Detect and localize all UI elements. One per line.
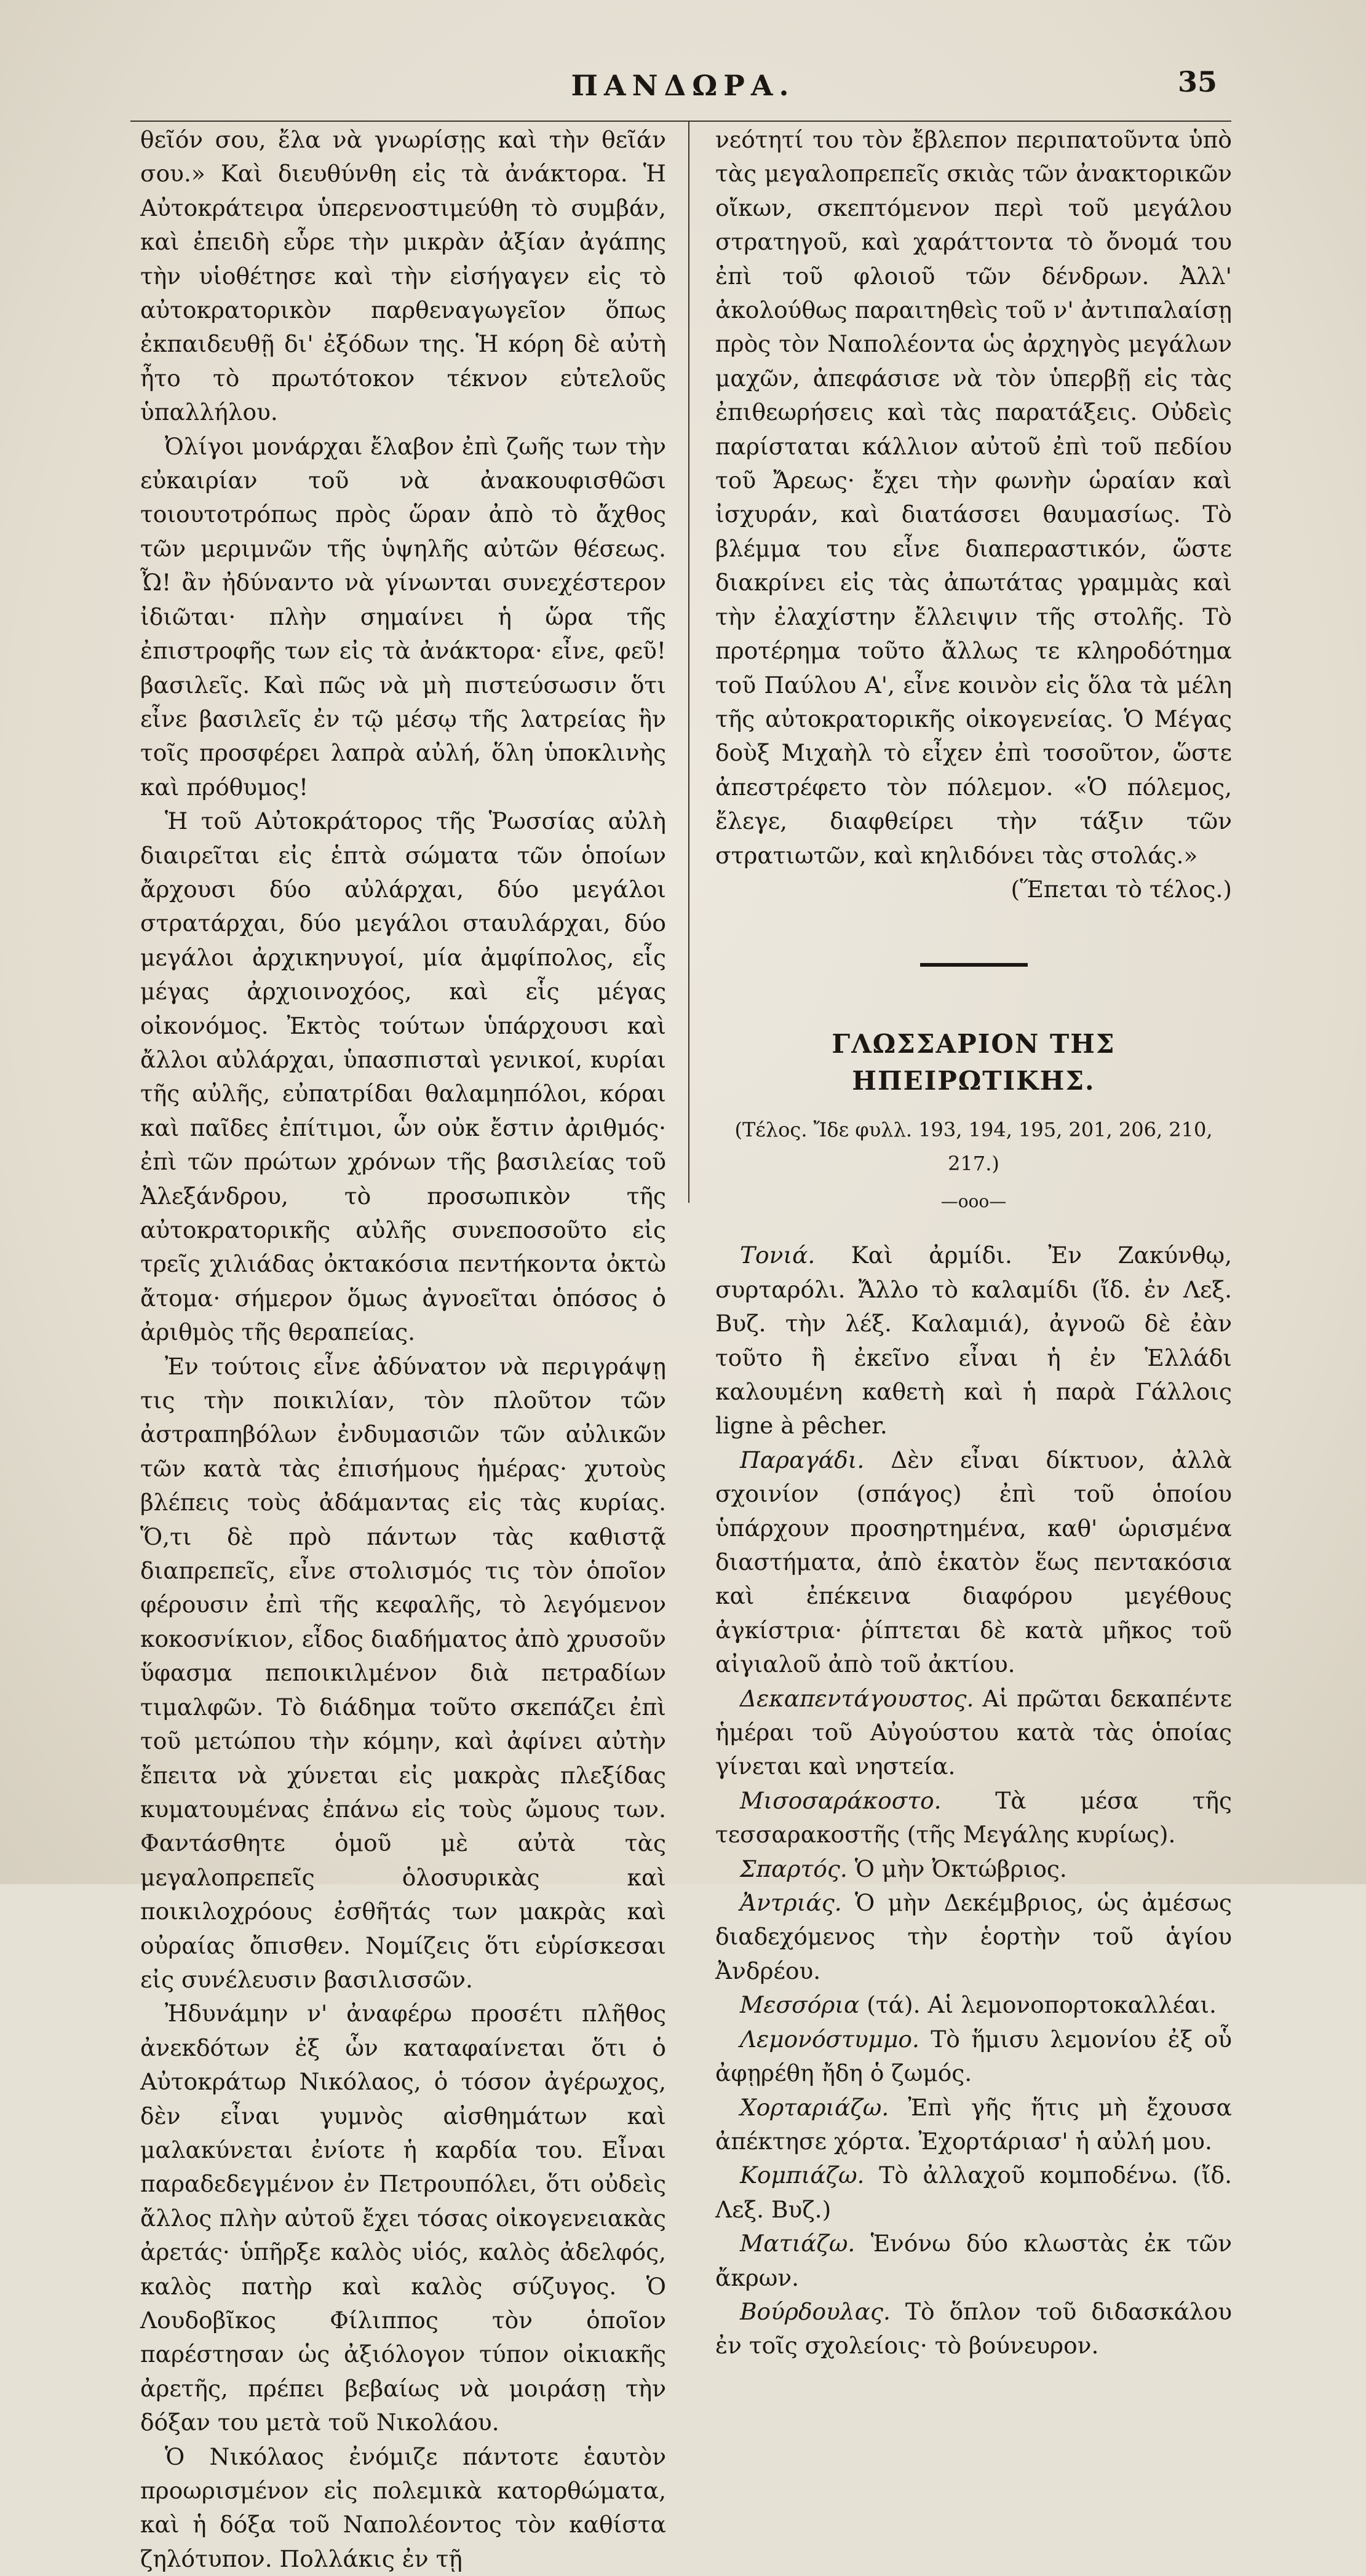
glossary-note: (Τέλος. Ἴδε φυλλ. 193, 194, 195, 201, 206, 210, 217.): [734, 1118, 1213, 1176]
entry-term: Παραγάδι.: [740, 1446, 865, 1473]
continued-note: (Ἕπεται τὸ τέλος.): [1011, 875, 1232, 903]
page-number: 35: [1178, 65, 1218, 98]
entry-text: Δὲν εἶναι δίκτυον, ἀλλὰ σχοινίον (σπάγος) ἐπὶ τοῦ ὁποίου ὑπάρχουν προσηρτημένα, καθ' ὡρισμένα διαστήματα, ἀπὸ ἑκατὸν ἕως πεντακόσια καὶ ἐπέκεινα διαφόρου μεγέθους ἀγκίστρια· ῥίπτεται δὲ κατὰ μῆκος τοῦ αἰγιαλοῦ ἀπὸ τοῦ ἀκτίου.: [715, 1446, 1232, 1678]
glossary-entry: [715, 1682, 1232, 1784]
entry-text: Τὰ μέσα τῆς τεσσαρακοστῆς (τῆς Μεγάλης κυρίως).: [715, 1786, 1232, 1849]
paragraph: νεότητί του τὸν ἔβλεπον περιπατοῦντα ὑπὸ τὰς μεγαλοπρεπεῖς σκιὰς τῶν ἀνακτορικῶν οἴκων, σκεπτόμενον περὶ τοῦ μεγάλου στρατηγοῦ, καὶ χαράττοντα τὸ ὄνομά του ἐπὶ τοῦ φλοιοῦ τῶν δένδρων. Ἀλλ' ἀκολούθως παραιτηθεὶς τοῦ ν' ἀντιπαλαίσῃ πρὸς τὸν Ναπολέοντα ὡς ἀρχηγὸς μεγάλων μαχῶν, ἀπεφάσισε νὰ τὸν ὑπερβῇ εἰς τὰς ἐπιθεωρήσεις καὶ τὰς παρατάξεις. Οὐδεὶς παρίσταται κάλλιον αὐτοῦ ἐπὶ τοῦ πεδίου τοῦ Ἄρεως· ἔχει τὴν φωνὴν ὡραίαν καὶ ἰσχυράν, καὶ διατάσσει θαυμασίως. Τὸ βλέμμα του εἶνε διαπεραστικόν, ὥστε διακρίνει εἰς τὰς ἀπωτάτας γραμμὰς καὶ τὴν ἐλαχίστην ἔλλειψιν τῆς στολῆς. Τὸ προτέρημα τοῦτο ἄλλως τε κληροδότημα τοῦ Παύλου Α', εἶνε κοινὸν εἰς ὅλα τὰ μέλη τῆς αὐτοκρατορικῆς οἰκογενείας. Ὁ Μέγας δοὺξ Μιχαὴλ τὸ εἶχεν ἐπὶ τοσοῦτον, ὥστε ἀπεστρέφετο τὸν πόλεμον. «Ὁ πόλεμος, ἔλεγε, διαφθείρει τὴν τάξιν τῶν στρατιωτῶν, καὶ κηλιδόνει τὰς στολάς.»: [715, 126, 1232, 869]
paragraph: Ὀλίγοι μονάρχαι ἔλαβον ἐπὶ ζωῆς των τὴν εὐκαιρίαν τοῦ νὰ ἀνακουφισθῶσι τοιουτοτρόπως πρὸς ὥραν ἀπὸ τὸ ἄχθος τῶν μεριμνῶν τῆς ὑψηλῆς αὐτῶν θέσεως. Ὦ! ἂν ἠδύναντο νὰ γίνωνται συνεχέστερον ἰδιῶται· πλὴν σημαίνει ἡ ὥρα τῆς ἐπιστροφῆς των εἰς τὰ ἀνάκτορα· εἶνε, φεῦ! βασιλεῖς. Καὶ πῶς νὰ μὴ πιστεύσωσιν ὅτι εἶνε βασιλεῖς ἐν τῷ μέσῳ τῆς λατρείας ἣν τοῖς προσφέρει λαπρὰ αὐλή, ὅλη ὑποκλινὴς καὶ πρόθυμος!: [140, 432, 666, 801]
ornament: —ooo—: [940, 1191, 1007, 1212]
entry-term: Λεμονόστυμμο.: [740, 2025, 919, 2053]
paragraph: θεῖόν σου, ἔλα νὰ γνωρίσῃς καὶ τὴν θεῖάν σου.» Καὶ διευθύνθη εἰς τὰ ἀνάκτορα. Ἡ Αὐτοκράτειρα ὑπερενοστιμεύθη τὸ συμβάν, καὶ ἐπειδὴ εὗρε τὴν μικρὰν ἀξίαν ἀγάπης τὴν υἱοθέτησε καὶ τὴν εἰσήγαγεν εἰς τὸ αὐτοκρατορικὸν παρθεναγωγεῖον ὅπως ἐκπαιδευθῇ δι' ἐξόδων της. Ἡ κόρη δὲ αὐτὴ ἦτο τὸ πρωτότοκον τέκνον εὐτελοῦς ὑπαλλήλου.: [140, 126, 666, 426]
entry-text: Τὸ ἥμισυ λεμονίου ἐξ οὗ ἀφῃρέθη ἤδη ὁ ζωμός.: [715, 2025, 1232, 2087]
entry-term: Δεκαπεντάγουστος.: [740, 1684, 974, 1712]
glossary-entry: [715, 1886, 1232, 1988]
glossary-entry: [715, 1852, 1232, 1886]
entry-text: Τὸ ἀλλαχοῦ κομποδένω. (ἴδ. Λεξ. Βυζ.): [715, 2162, 1232, 2223]
entry-term: Μισοσαράκοστο.: [740, 1786, 942, 1814]
right-column: [715, 123, 1232, 2363]
entry-text: Τὸ ὅπλον τοῦ διδασκάλου ἐν τοῖς σχολείοις· τὸ βούνευρον.: [715, 2297, 1232, 2360]
column-divider: [688, 121, 689, 1203]
glossary-entry: [715, 1784, 1232, 1852]
entry-term: Μεσσόρια: [740, 1991, 860, 2019]
glossary-entry: [715, 2023, 1232, 2091]
entry-text: Ὁ μὴν Ὀκτώβριος.: [847, 1855, 1067, 1882]
entry-text: Ἐπὶ γῆς ἥτις μὴ ἔχουσα ἀπέκτησε χόρτα. Ἐχορτάριασ' ἡ αὐλή μου.: [715, 2093, 1232, 2155]
entry-term: Σπαρτός.: [740, 1855, 848, 1882]
entry-term: Βούρδουλας.: [740, 2297, 891, 2325]
entry-text: (τά). Αἱ λεμονοπορτοκαλλέαι.: [859, 1991, 1217, 2019]
running-title: ΠΑΝΔΩΡΑ.: [571, 69, 795, 102]
entry-term: Χορταριάζω.: [740, 2093, 889, 2121]
section-separator: [920, 963, 1028, 967]
glossary-entry: [715, 1238, 1232, 1443]
entry-term: Ἀντριάς.: [740, 1889, 842, 1917]
entry-term: Κομπιάζω.: [740, 2162, 865, 2189]
entry-text: Ὁ μὴν Δεκέμβριος, ὡς ἀμέσως διαδεχόμενος τὴν ἑορτὴν τοῦ ἁγίου Ἀνδρέου.: [715, 1889, 1232, 1984]
paragraph: Ὁ Νικόλαος ἐνόμιζε πάντοτε ἑαυτὸν προωρισμένον εἰς πολεμικὰ κατορθώματα, καὶ ἡ δόξα τοῦ Ναπολέοντος τὸν καθίστα ζηλότυπον. Πολλάκις ἐν τῇ: [140, 2443, 666, 2572]
glossary-entries: [715, 1238, 1232, 2363]
paragraph: Ἠδυνάμην ν' ἀναφέρω προσέτι πλῆθος ἀνεκδότων ἐξ ὧν καταφαίνεται ὅτι ὁ Αὐτοκράτωρ Νικόλαος, ὁ τόσον ἀγέρωχος, δὲν εἶναι γυμνὸς αἰσθημάτων καὶ μαλακύνεται ἐνίοτε ἡ καρδία του. Εἶναι παραδεδεγμένον ἐν Πετρουπόλει, ὅτι οὐδεὶς ἄλλος πλὴν αὐτοῦ ἔχει τόσας οἰκογενειακὰς ἀρετάς· ὑπῆρξε καλὸς υἱός, καλὸς ἀδελφός, καλὸς πατὴρ καὶ καλὸς σύζυγος. Ὁ Λουδοβῖκος Φίλιππος τὸν ὁποῖον παρέστησαν ὡς ἀξιόλογον τύπον οἰκιακῆς ἀρετῆς, πρέπει βεβαίως νὰ μοιράσῃ τὴν δόξαν του μετὰ τοῦ Νικολάου.: [140, 2000, 666, 2436]
entry-text: Ἑνόνω δύο κλωστὰς ἐκ τῶν ἄκρων.: [715, 2230, 1232, 2291]
paragraph: Ἐν τούτοις εἶνε ἀδύνατον νὰ περιγράψῃ τις τὴν ποικιλίαν, τὸν πλοῦτον τῶν ἀστραπηβόλων ἐνδυμασιῶν τῶν αὐλικῶν τῶν κατὰ τὰς ἐπισήμους ἡμέρας· χυτοὺς βλέπεις τοὺς ἀδάμαντας εἰς τὰς κυρίας. Ὅ,τι δὲ πρὸ πάντων τὰς καθιστᾷ διαπρεπεῖς, εἶνε στολισμός τις τὸν ὁποῖον φέρουσιν ἐπὶ τῆς κεφαλῆς, τὸ λεγόμενον κοκοσνίκιον, εἶδος διαδήματος ἀπὸ χρυσοῦν ὕφασμα πεποικιλμένον διὰ πετραδίων τιμαλφῶν. Τὸ διάδημα τοῦτο σκεπάζει ἐπὶ τοῦ μετώπου τὴν κόμην, καὶ ἀφίνει αὐτὴν ἔπειτα νὰ χύνεται εἰς μακρὰς πλεξίδας κυματουμένας ἐπάνω εἰς τοὺς ὤμους των. Φαντάσθητε ὁμοῦ μὲ αὐτὰ τὰς μεγαλοπρεπεῖς ὁλοσυρικὰς καὶ ποικιλοχρόους ἐσθῆτάς των μακρὰς καὶ οὐραίας ὄπισθεν. Νομίζεις ὅτι εὑρίσκεσαι εἰς συνέλευσιν βασιλισσῶν.: [140, 1352, 666, 1993]
entry-text: Καὶ ἀρμίδι. Ἐν Ζακύνθῳ, συρταρόλι. Ἄλλο τὸ καλαμίδι (ἴδ. ἐν Λεξ. Βυζ. τὴν λέξ. Καλαμιά), ἀγνοῶ δὲ ἐὰν τοῦτο ἢ ἐκεῖνο εἶναι ἡ ἐν Ἑλλάδι καλουμένη καθετὴ καὶ ἡ παρὰ Γάλλοις ligne à pêcher.: [715, 1242, 1232, 1440]
glossary-entry: [715, 1988, 1232, 2022]
left-column: [140, 123, 666, 2576]
entry-term: Τονιά.: [740, 1242, 816, 1269]
glossary-entry: [715, 2091, 1232, 2159]
glossary-heading: ΓΛΩΣΣΑΡΙΟΝ ΤΗΣ ΗΠΕΙΡΩΤΙΚΗΣ.: [832, 1029, 1116, 1096]
glossary-entry: [715, 1443, 1232, 1682]
header-rule: [130, 121, 1231, 122]
glossary-entry: [715, 2227, 1232, 2295]
paragraph: Ἡ τοῦ Αὐτοκράτορος τῆς Ῥωσσίας αὐλὴ διαιρεῖται εἰς ἑπτὰ σώματα τῶν ὁποίων ἄρχουσι δύο αὐλάρχαι, δύο μεγάλοι στρατάρχαι, δύο μεγάλοι σταυλάρχαι, δύο μεγάλοι ἀρχικηνυγοί, μία ἀμφίπολος, εἷς μέγας ἀρχιοινοχόος, καὶ εἷς μέγας οἰκονόμος. Ἐκτὸς τούτων ὑπάρχουσι καὶ ἄλλοι αὐλάρχαι, ὑπασπισταὶ γενικοί, κυρίαι τῆς αὐλῆς, εὐπατρίδαι θαλαμηπόλοι, κόραι καὶ παῖδες ἐπίτιμοι, ὧν οὐκ ἔστιν ἀριθμός· ἐπὶ τῶν πρώτων χρόνων τῆς βασιλείας τοῦ Ἀλεξάνδρου, τὸ προσωπικὸν τῆς αὐτοκρατορικῆς αὐλῆς συνεποσοῦτο εἰς τρεῖς χιλιάδας ὀκτακόσια πεντήκοντα ὀκτὼ ἄτομα· σήμερον ὅμως ἀγνοεῖται ὁπόσος ὁ ἀριθμὸς τῆς θεραπείας.: [140, 807, 666, 1346]
entry-text: Αἱ πρῶται δεκαπέντε ἡμέραι τοῦ Αὐγούστου κατὰ τὰς ὁποίας γίνεται καὶ νηστεία.: [715, 1684, 1232, 1780]
entry-term: Ματιάζω.: [740, 2230, 856, 2257]
glossary-entry: [715, 2295, 1232, 2363]
glossary-entry: [715, 2158, 1232, 2227]
